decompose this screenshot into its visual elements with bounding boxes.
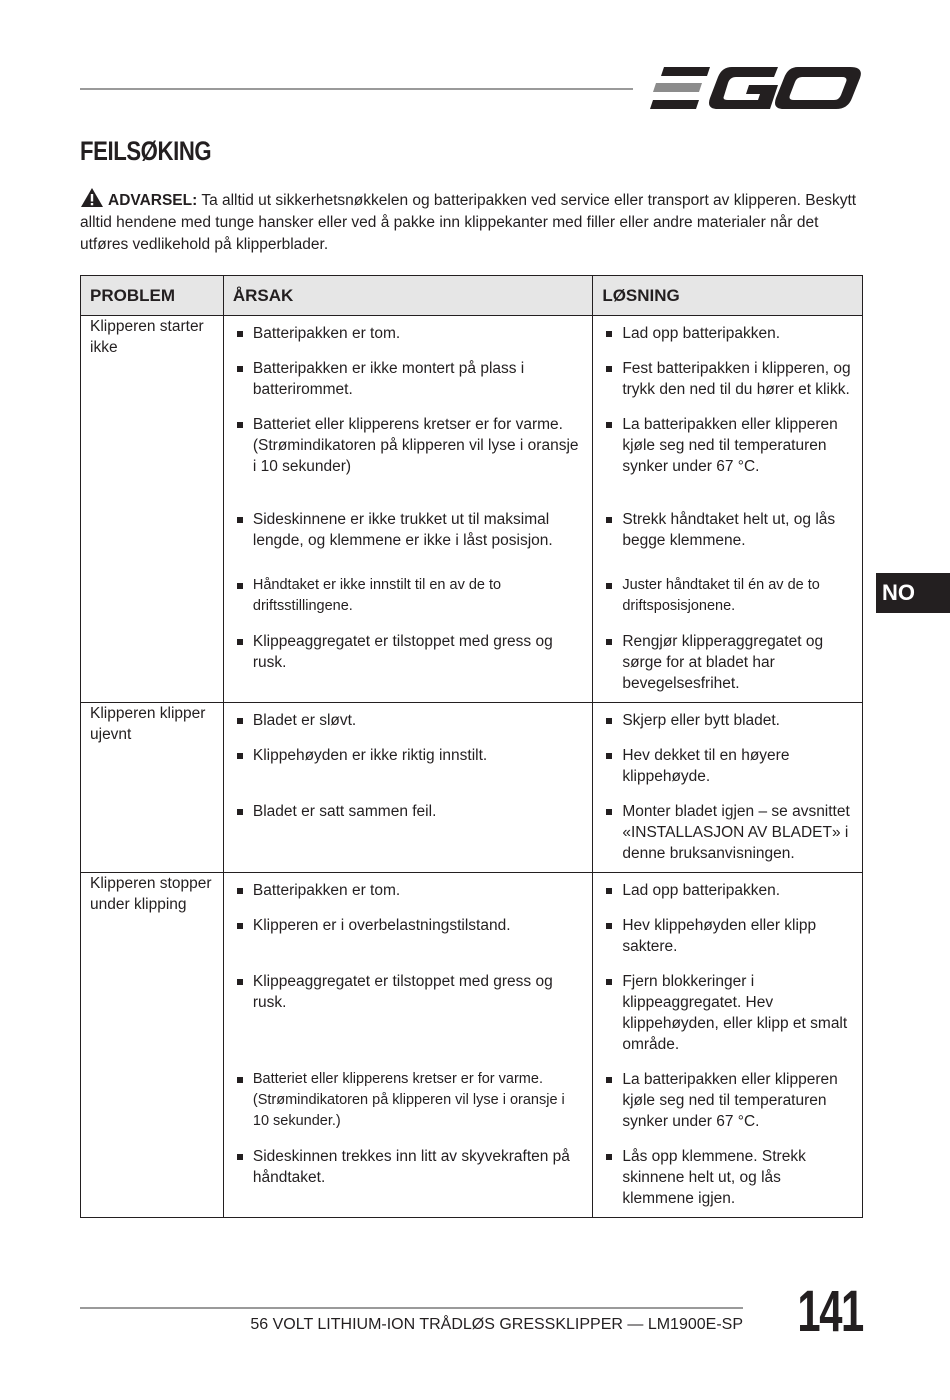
cause-cell [223,873,592,1218]
solution-item: La batteripakken eller klipperen kjøle seg ned til temperaturen synker under 67 °C. [603,414,854,509]
cause-item: Klipperen er i overbelastningstilstand. [234,915,582,971]
cause-item: Sideskinnen trekkes inn litt av skyvekraften på håndtaket. [234,1146,582,1188]
problem-cell: Klipperen starter ikke [81,316,224,703]
cause-item: Batteripakken er tom. [234,880,582,915]
solution-cell [593,873,863,1218]
cause-item: Klippeaggregatet er tilstoppet med gress og rusk. [234,971,582,1069]
troubleshooting-table [80,275,863,1218]
solution-item: Hev dekket til en høyere klippehøyde. [603,745,854,801]
cause-item: Batteriet eller klipperens kretser er for varme. (Strømindikatoren på klipperen vil lyse i oransje i 10 sekunder) [234,414,582,509]
solution-item: Lad opp batteripakken. [603,880,854,915]
solution-item: Fest batteripakken i klipperen, og trykk den ned til du hører et klikk. [603,358,854,414]
solution-item: Rengjør klipperaggregatet og sørge for at bladet har bevegelsesfrihet. [603,631,854,694]
solution-item: Strekk håndtaket helt ut, og lås begge klemmene. [603,509,854,575]
cause-cell [223,316,592,703]
cause-item: Batteripakken er tom. [234,323,582,358]
solution-item: Lad opp batteripakken. [603,323,854,358]
solution-item: Hev klippehøyden eller klipp saktere. [603,915,854,971]
cause-item: Batteriet eller klipperens kretser er for varme. (Strømindikatoren på klipperen vil lyse i oransje i 10 sekunder.) [234,1069,582,1146]
problem-cell: Klipperen stopper under klipping [81,873,224,1218]
cause-item: Klippehøyden er ikke riktig innstilt. [234,745,582,801]
solution-item: Lås opp klemmene. Strekk skinnene helt ut, og lås klemmene igjen. [603,1146,854,1209]
header-rule [80,88,633,90]
warning-text: Ta alltid ut sikkerhetsnøkkelen og batteripakken ved service eller transport av klipperen. Beskytt alltid hendene med tunge hansker eller ved å pakke inn klippekanter med filler eller andre materialer når det utføres vedlikehold på klipperblader. [80,192,857,253]
footer-rule [80,1307,743,1309]
solution-cell [593,316,863,703]
table-row [81,703,863,873]
language-tab: NO [876,573,950,613]
solution-item: Fjern blokkeringer i klippeaggregatet. Hev klippehøyden, eller klipp et smalt område. [603,971,854,1069]
solution-item: Juster håndtaket til én av de to driftsposisjonene. [603,575,854,631]
header-solution: LØSNING [593,276,863,316]
header-problem: PROBLEM [81,276,224,316]
cause-item: Klippeaggregatet er tilstoppet med gress og rusk. [234,631,582,673]
cause-item: Sideskinnene er ikke trukket ut til maksimal lengde, og klemmene er ikke i låst posisjon. [234,509,582,575]
cause-item: Bladet er sløvt. [234,710,582,745]
ego-logo [650,64,862,112]
table-row [81,316,863,703]
page-title: FEILSØKING [80,136,212,166]
warning-label: ADVARSEL: [108,192,198,209]
footer-title: 56 VOLT LITHIUM-ION TRÅDLØS GRESSKLIPPER — LM1900E-SP [250,1316,743,1333]
problem-cell: Klipperen klipper ujevnt [81,703,224,873]
page-number: 141 [797,1279,863,1344]
table-row [81,873,863,1218]
warning-triangle-icon [80,187,104,208]
cause-item: Batteripakken er ikke montert på plass i batterirommet. [234,358,582,414]
solution-item: Skjerp eller bytt bladet. [603,710,854,745]
solution-item: Monter bladet igjen – se avsnittet «INSTALLASJON AV BLADET» i denne bruksanvisningen. [603,801,854,864]
table-header-row [81,276,863,316]
header-cause: ÅRSAK [223,276,592,316]
solution-item: La batteripakken eller klipperen kjøle seg ned til temperaturen synker under 67 °C. [603,1069,854,1146]
cause-item: Bladet er satt sammen feil. [234,801,582,822]
warning-block [80,187,870,256]
cause-cell [223,703,592,873]
cause-item: Håndtaket er ikke innstilt til en av de to driftsstillingene. [234,575,582,631]
solution-cell [593,703,863,873]
